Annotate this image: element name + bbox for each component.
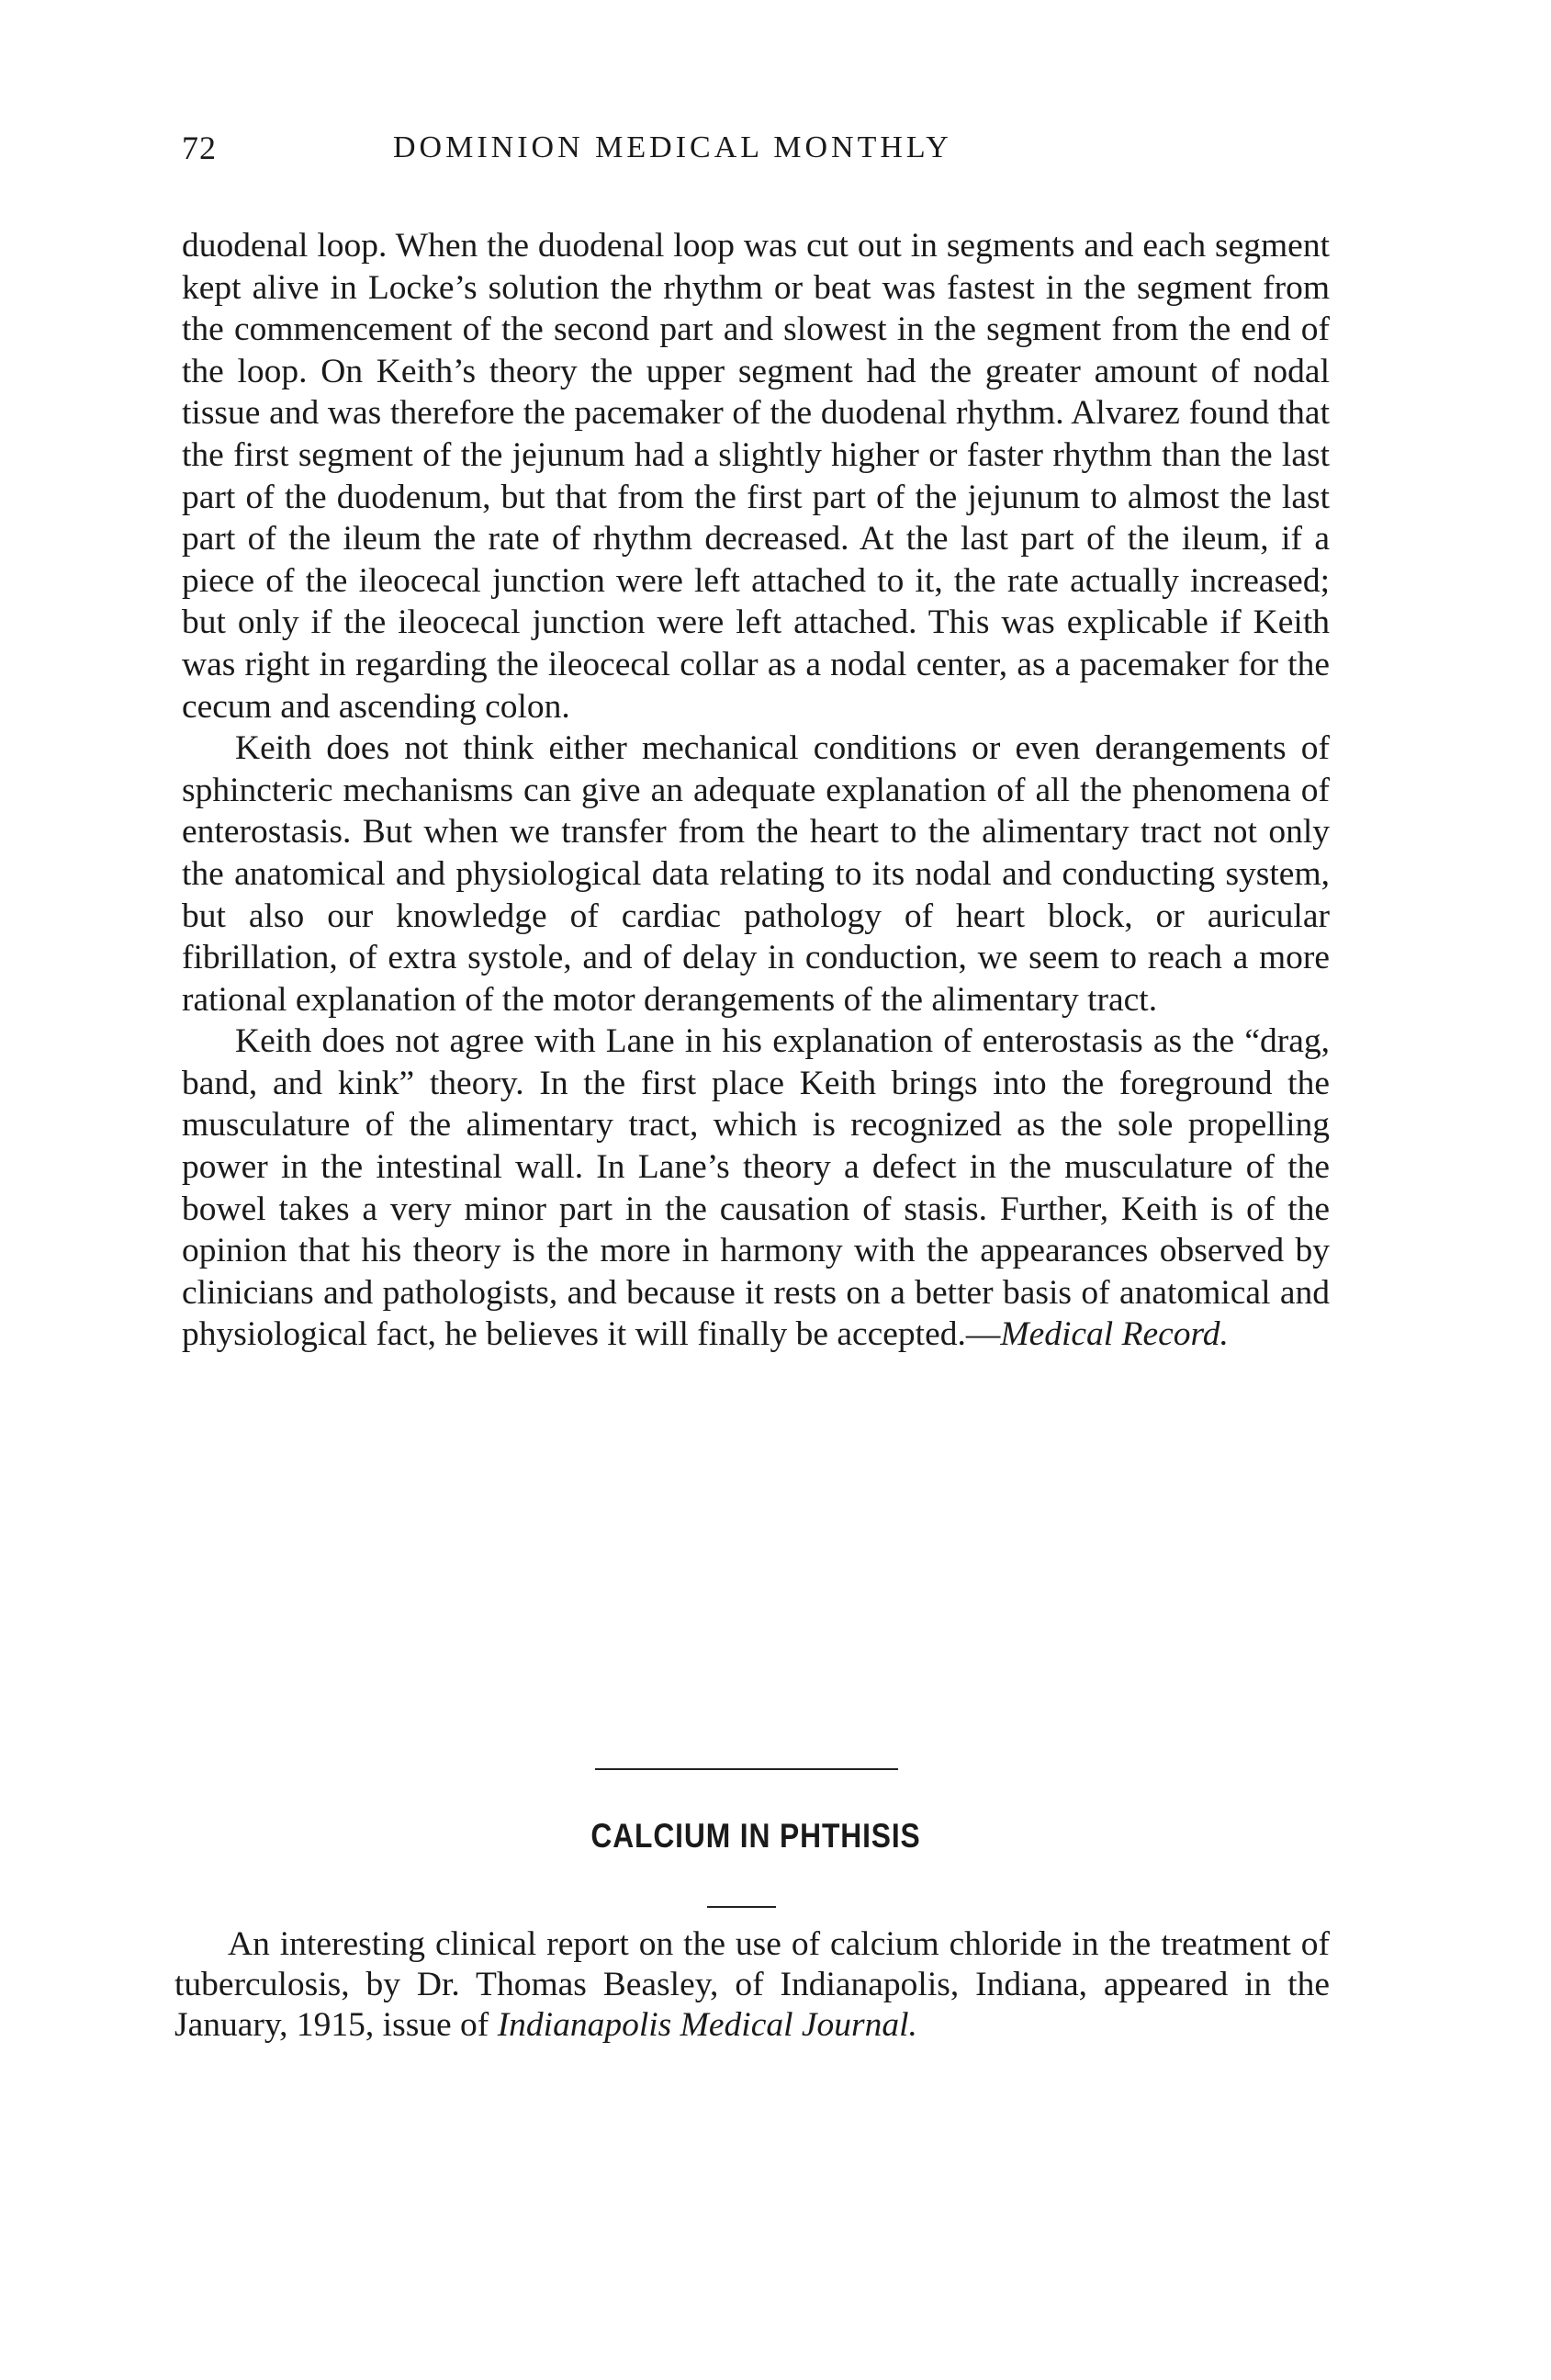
journal-citation: Indianapolis Medical Journal. <box>497 2006 917 2044</box>
running-head <box>182 129 1330 184</box>
paragraph-2: Keith does not think either mechanical conditions or even derangements of sphincteric mechanisms can give an adequate explanation of all the phenomena of enterostasis. But when we transfer from the heart to the alimentary tract not only the anatomical and physiological data relating to its nodal and conducting system, but also our knowledge of cardiac pathology of heart block, or auricular fibrillation, of extra systole, and of delay in conduction, we seem to reach a more rational explanation of the motor derangements of the alimentary tract. <box>182 729 1330 1019</box>
page-number: 72 <box>182 130 217 166</box>
section-paragraph <box>174 1924 1330 2046</box>
section-body <box>174 1924 1330 2046</box>
source-citation: Medical Record. <box>1000 1315 1229 1354</box>
section-divider <box>595 1768 898 1770</box>
heading-underline <box>707 1906 776 1908</box>
section-paragraph-text: An interesting clinical report on the use of calcium chloride in the treatment of tuberculosis, by Dr. Thomas Beasley, of Indianapolis, Indiana, appeared in the January, 1915, issue of <box>174 1925 1330 2044</box>
paragraph-1: duodenal loop. When the duodenal loop was cut out in segments and each segment kept alive in Locke’s solution the rhythm or beat was fastest in the segment from the commencement of the second part and slowest in the segment from the end of the loop. On Keith’s theory the upper segment had the greater amount of nodal tissue and was therefore the pacemaker of the duodenal rhythm. Alvarez found that the first segment of the jejunum had a slightly higher or faster rhythm than the last part of the duodenum, but that from the first part of the jejunum to almost the last part of the ileum the rate of rhythm decreased. At the last part of the ileum, if a piece of the ileocecal junction were left attached to it, the rate actually increased; but only if the ileocecal junction were left attached. This was explicable if Keith was right in regarding the ileocecal collar as a nodal center, as a pacemaker for the cecum and ascending colon. <box>182 227 1330 726</box>
paragraph-3 <box>182 1021 1330 1356</box>
section-heading: CALCIUM IN PHTHISIS <box>590 1817 921 1855</box>
journal-title: DOMINION MEDICAL MONTHLY <box>393 130 952 164</box>
article-body <box>182 225 1330 1356</box>
paragraph-3-text: Keith does not agree with Lane in his explanation of enterostasis as the “drag, band, and kink” theory. In the first place Keith brings into the foreground the musculature of the alimentary tract, which is recognized as the sole propelling power in the intestinal wall. In Lane’s theory a defect in the musculature of the bowel takes a very minor part in the causation of stasis. Further, Keith is of the opinion that his theory is the more in harmony with the appearances observed by clinicians and pathologists, and because it rests on a better basis of anatomical and physiological fact, he believes it will finally be accepted.— <box>182 1022 1330 1354</box>
